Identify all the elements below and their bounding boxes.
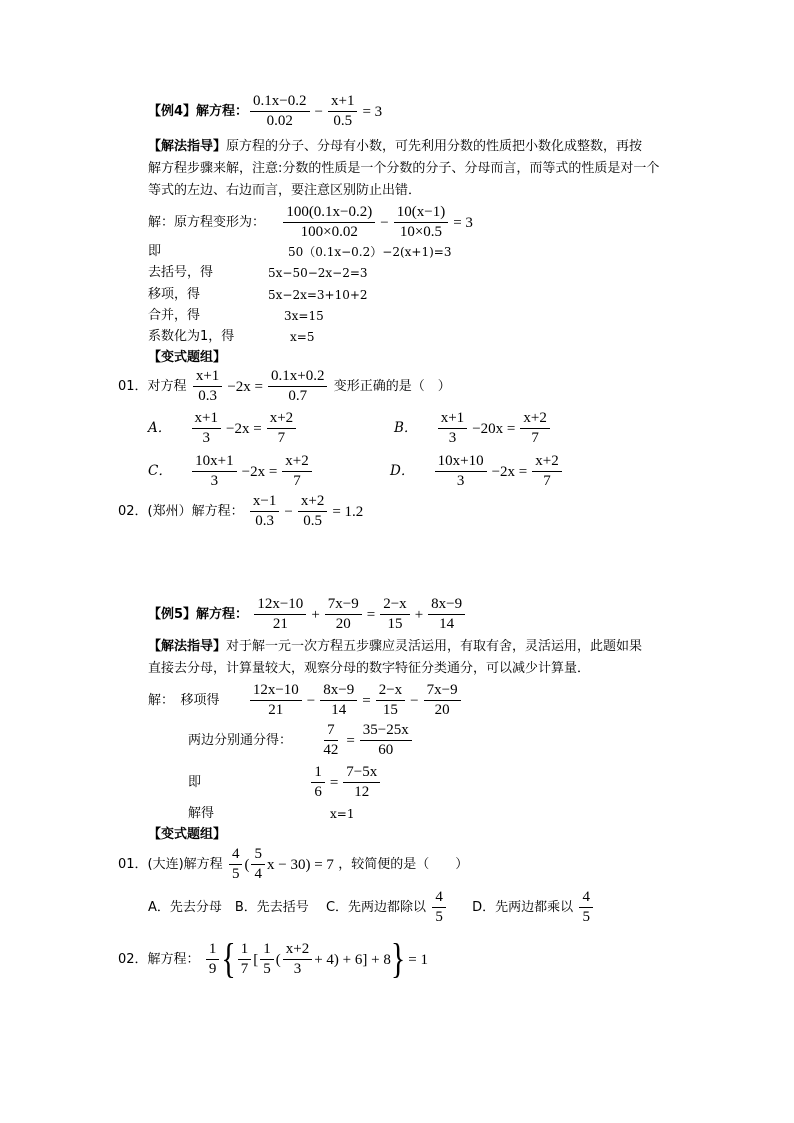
fraction: $\frac{x+2}{7}$ xyxy=(532,452,561,491)
fraction: $\frac{2-x}{15}$ xyxy=(380,595,409,634)
fraction: 10x+1 3 xyxy=(192,452,236,491)
fraction: $\frac{10(x-1)}{10\times 0.5}$ xyxy=(394,203,448,242)
ex4-question-1: 01．对方程 x+1 0.3 −2x = $\frac{0.1x+0.2}{0.7}$ 变形正确的是（ ） xyxy=(118,368,451,404)
ex4-solution-transform: 解：原方程变形为： 100(0.1x−0.2) 100×0.02 − $\frac{10(x-1)}{10\times 0.5}$ = 3 xyxy=(148,204,473,240)
ex5-guide-line-2: 直接去分母，计算量较大，观察分母的数字特征分类通分，可以减少计算量． xyxy=(148,661,591,676)
ex4-step-3-expr: 5x−2x=3+10+2 xyxy=(268,288,368,302)
ex4-guide-line-1: 【解法指导】原方程的分子、分母有小数，可先利用分数的性质把小数化成整数，再按 xyxy=(148,139,643,154)
ex4-step-1-expr: 50（0.1x−0.2）−2(x+1)=3 xyxy=(288,245,452,259)
fraction: $\frac{35-25x}{60}$ xyxy=(360,721,412,760)
ex5-solution-move: 解： 移项得 12x−10 21 − $\frac{8x-9}{14}$ = $\frac{2-x}{15}$ − $\frac{7x-9}{20}$ xyxy=(148,681,463,720)
ex5-step-2: 两边分别通分得： $\frac{7}{42}$ = $\frac{35-25x}{60}$ xyxy=(188,721,414,760)
fraction: x+1 3 xyxy=(438,409,467,448)
fraction: $\frac{7}{42}$ xyxy=(323,722,339,758)
ex5-guide-line-1: 【解法指导】对于解一元一次方程五步骤应灵活运用，有取有舍，灵活运用，此题如果 xyxy=(148,639,643,654)
ex5-label: 【例5】解方程： xyxy=(148,607,249,622)
fraction: $\frac{1}{6}$ xyxy=(311,763,325,802)
ex5-problem: 【例5】解方程： 12x−10 21 + $\frac{7x-9}{20}$ = $\frac{2-x}{15}$ + $\frac{8x-9}{14}$ xyxy=(148,595,467,634)
ex4-question-2: 02．(郑州）解方程： x−1 0.3 − $\frac{x+2}{0.5}$ = 1.2 xyxy=(118,493,364,529)
ex4-option-a: A． x+1 3 −2x = $\frac{x+2}{7}$ xyxy=(148,409,298,448)
fraction: $\frac{8x-9}{14}$ xyxy=(320,681,357,720)
ex4-guide-line-3: 等式的左边、右边而言，要注意区别防止出错． xyxy=(148,183,422,198)
fraction: x+1 0.3 xyxy=(193,367,222,406)
fraction: 100(0.1x−0.2) 100×0.02 xyxy=(283,203,375,242)
ex4-option-d: D． 10x+10 3 −2x = $\frac{x+2}{7}$ xyxy=(390,452,564,491)
fraction: 1 9 xyxy=(206,940,220,979)
ex5-step-3: 即 $\frac{1}{6}$ = $\frac{7-5x}{12}$ xyxy=(188,763,382,802)
fraction: $\frac{7x-9}{20}$ xyxy=(325,595,362,634)
guide-label: 【解法指导】 xyxy=(148,639,227,654)
ex4-step-4-expr: 3x=15 xyxy=(284,309,324,323)
solution-label: 解： 移项得 xyxy=(148,693,220,708)
ex4-step-5-label: 系数化为1，得 xyxy=(148,329,235,344)
fraction: 4 5 xyxy=(229,845,243,884)
fraction: 1 7 xyxy=(238,940,252,979)
ex5-options: A．先去分母 B．先去括号 C．先两边都除以 4 5 D．先两边都乘以 4 5 xyxy=(148,888,595,927)
ex4-step-2-expr: 5x−50−2x−2=3 xyxy=(268,266,368,280)
ex5-variant-title: 【变式题组】 xyxy=(148,827,227,842)
fraction: x+2 3 xyxy=(283,940,312,979)
fraction: $\frac{x+2}{0.5}$ xyxy=(298,492,327,531)
fraction: $\frac{7x-9}{20}$ xyxy=(424,681,461,720)
ex4-option-c: C． 10x+1 3 −2x = $\frac{x+2}{7}$ xyxy=(148,452,314,491)
fraction: 0.1x−0.2 0.02 xyxy=(250,92,309,131)
ex4-variant-title: 【变式题组】 xyxy=(148,350,227,365)
fraction: 4 5 xyxy=(432,888,446,927)
fraction: $\frac{x+2}{7}$ xyxy=(267,409,296,448)
ex5-step-4-expr: x=1 xyxy=(330,807,355,821)
fraction: 5 4 xyxy=(251,845,265,884)
ex5-step-4-label: 解得 xyxy=(188,806,215,821)
fraction: 4 5 xyxy=(579,888,593,927)
fraction: $\frac{x+2}{7}$ xyxy=(520,409,549,448)
fraction: $\frac{x+2}{7}$ xyxy=(282,452,311,491)
ex5-question-2: 02．解方程： 1 9 { 1 7 [ 1 5 ( x+2 3 + 4) + 6] + 8 } = 1 xyxy=(118,935,428,982)
fraction: x+1 3 xyxy=(192,409,221,448)
fraction: $\frac{x+1}{0.5}$ xyxy=(328,92,357,131)
ex4-step-1-label: 即 xyxy=(148,244,162,259)
ex4-problem: 【例4】解方程： 0.1x−0.2 0.02 − $\frac{x+1}{0.5}$ = 3 xyxy=(148,93,383,129)
ex5-question-1: 01．(大连)解方程 4 5 ( 5 4 x − 30) = 7 ，较简便的是（ ） xyxy=(118,846,469,882)
ex4-step-4-label: 合并，得 xyxy=(148,308,201,323)
fraction: $\frac{7-5x}{12}$ xyxy=(343,763,380,802)
solution-label: 解：原方程变形为： xyxy=(148,215,266,230)
fraction: 12x−10 21 xyxy=(250,681,302,720)
ex4-option-b: B． x+1 3 −20x = $\frac{x+2}{7}$ xyxy=(394,409,552,448)
fraction: $\frac{0.1x+0.2}{0.7}$ xyxy=(268,367,327,406)
guide-label: 【解法指导】 xyxy=(148,139,227,154)
fraction: 10x+10 3 xyxy=(435,452,487,491)
fraction: $\frac{8x-9}{14}$ xyxy=(428,595,465,634)
ex4-step-2-label: 去括号，得 xyxy=(148,265,214,280)
fraction: $\frac{2-x}{15}$ xyxy=(376,681,405,720)
ex4-step-3-label: 移项，得 xyxy=(148,287,201,302)
ex4-step-5-expr: x=5 xyxy=(290,330,315,344)
ex4-guide-line-2: 解方程步骤来解，注意:分数的性质是一个分数的分子、分母而言，而等式的性质是对一个 xyxy=(148,161,660,176)
fraction: x−1 0.3 xyxy=(250,492,279,531)
fraction: 1 5 xyxy=(260,940,274,979)
right-brace: } xyxy=(390,935,406,982)
left-brace: { xyxy=(221,935,236,982)
fraction: 12x−10 21 xyxy=(254,595,306,634)
ex4-label: 【例4】解方程： xyxy=(148,103,249,119)
